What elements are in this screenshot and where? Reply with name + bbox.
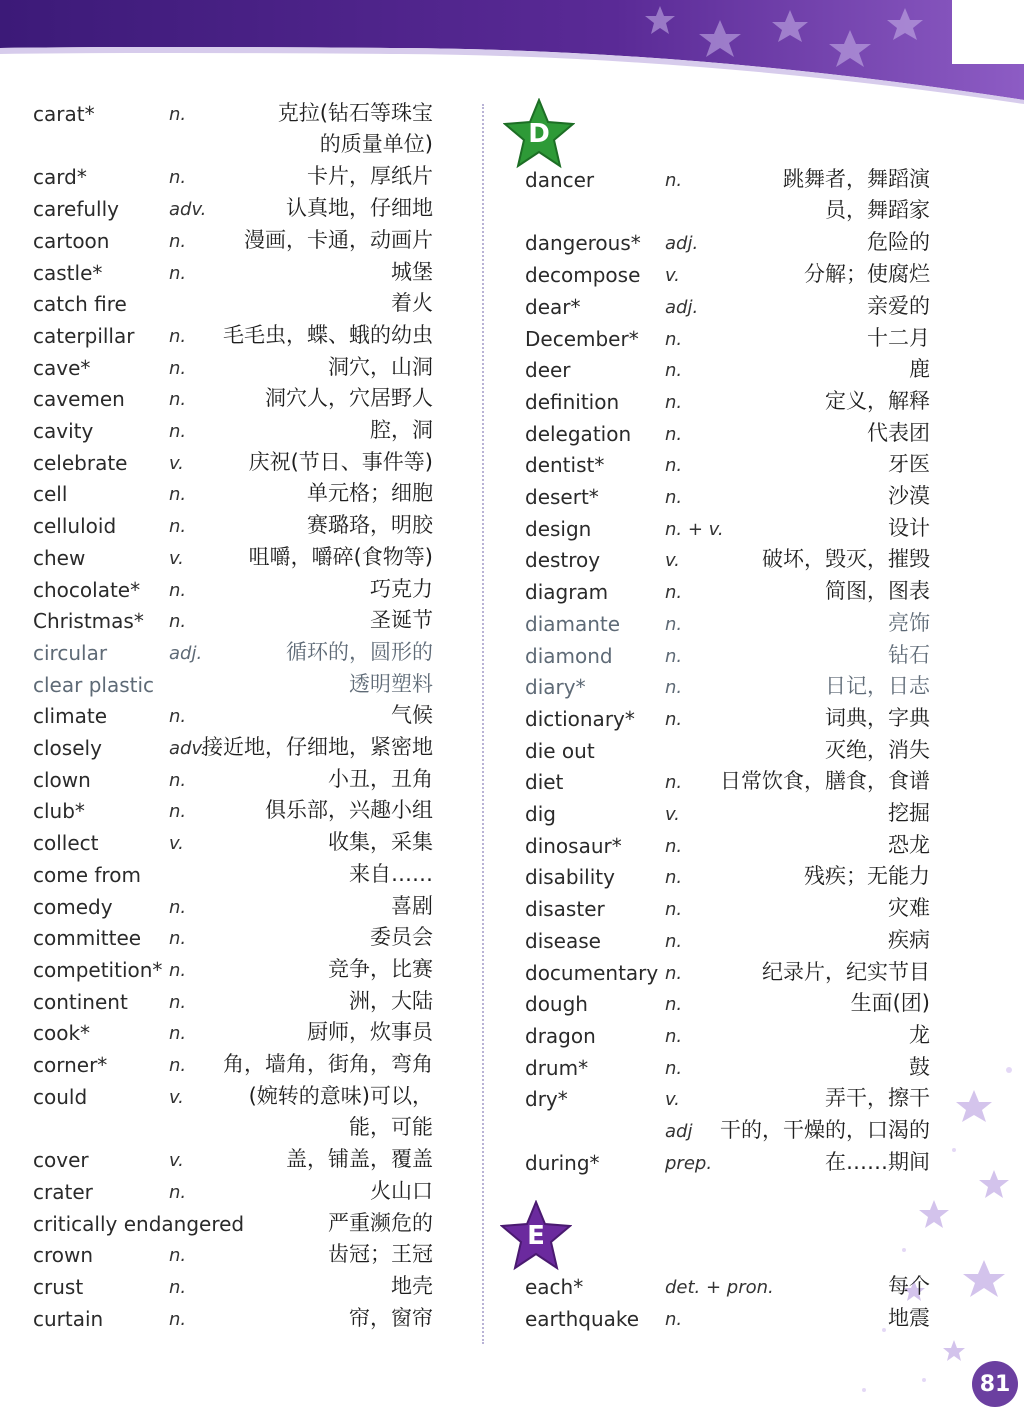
glossary-entry xyxy=(33,227,445,259)
entry-part-of-speech: n. xyxy=(169,579,187,601)
entry-definition: 接近地，仔细地，紧密地 xyxy=(202,735,433,759)
entry-part-of-speech: n. xyxy=(665,899,683,921)
entry-part-of-speech: v. xyxy=(169,452,184,474)
entry-part-of-speech: n. xyxy=(169,230,187,252)
entry-word: circular xyxy=(33,640,108,665)
glossary-entry xyxy=(33,385,445,417)
entry-definition: 十二月 xyxy=(867,325,930,350)
entry-word: catch fire xyxy=(33,292,127,317)
entry-definition: 来自…… xyxy=(349,861,433,886)
entry-definition: 代表团 xyxy=(867,420,930,445)
entry-word: diet xyxy=(525,770,564,795)
entry-word: could xyxy=(33,1084,88,1109)
entry-part-of-speech: v. xyxy=(665,804,680,825)
entry-definition: 疾病 xyxy=(888,927,930,952)
glossary-entry xyxy=(525,705,930,737)
entry-word: corner* xyxy=(33,1053,108,1077)
entry-word: climate xyxy=(33,704,107,729)
glossary-entry xyxy=(525,737,930,769)
entry-part-of-speech: n. xyxy=(169,421,187,442)
entry-definition: 着火 xyxy=(391,291,433,316)
entry-word: come from xyxy=(33,862,141,887)
entry-word: dough xyxy=(525,992,588,1017)
entry-part-of-speech: n. xyxy=(169,1245,187,1267)
entry-definition: 在……期间 xyxy=(825,1149,930,1174)
entry-definition: 齿冠；王冠 xyxy=(328,1242,433,1267)
entry-definition: 克拉(钻石等珠宝 xyxy=(277,101,433,125)
entry-word: December* xyxy=(525,326,639,351)
glossary-entry xyxy=(525,1054,930,1086)
entry-part-of-speech: n. xyxy=(665,582,683,604)
entry-word: cavemen xyxy=(33,387,125,412)
entry-definition: 循环的，圆形的 xyxy=(286,639,433,664)
glossary-entry xyxy=(33,829,445,861)
entry-definition: (婉转的意味)可以， xyxy=(248,1083,433,1108)
entry-definition: 洲，大陆 xyxy=(349,988,433,1013)
entry-word: dentist* xyxy=(525,453,605,478)
entry-word: critically endangered xyxy=(33,1211,245,1236)
entry-definition: 恐龙 xyxy=(888,832,930,857)
section-e-badge xyxy=(500,1200,572,1272)
glossary-entry xyxy=(525,959,930,991)
entry-part-of-speech: v. xyxy=(169,833,184,855)
entry-word: chocolate* xyxy=(33,577,141,602)
glossary-entry xyxy=(33,417,445,449)
entry-word: dinosaur* xyxy=(525,833,622,858)
entry-part-of-speech: adv. xyxy=(169,199,207,221)
entry-part-of-speech: n. xyxy=(169,1181,187,1203)
entry-part-of-speech: n. xyxy=(169,389,187,411)
entry-word: continent xyxy=(33,989,128,1014)
entry-definition-continued: 能，可能 xyxy=(349,1114,433,1139)
entry-definition: 角，墙角，街角，弯角 xyxy=(223,1052,433,1076)
glossary-entry xyxy=(33,1083,445,1146)
entry-word: diamond xyxy=(525,643,613,668)
entry-definition: 灭绝，消失 xyxy=(825,737,930,762)
entry-part-of-speech: n. xyxy=(169,801,187,823)
glossary-entry xyxy=(525,800,930,832)
glossary-entry xyxy=(525,1149,930,1181)
entry-definition: 鹿 xyxy=(909,357,930,382)
entry-word: clown xyxy=(33,767,91,792)
entry-definition: 分解；使腐烂 xyxy=(804,262,930,287)
entry-part-of-speech: n. xyxy=(169,484,187,506)
glossary-entry xyxy=(33,322,445,354)
glossary-entry xyxy=(33,607,445,639)
entry-part-of-speech: n. xyxy=(665,677,683,699)
glossary-entry xyxy=(33,988,445,1020)
entry-part-of-speech: n. xyxy=(665,170,683,191)
glossary-entry xyxy=(33,100,445,163)
entry-word: celluloid xyxy=(33,514,117,539)
entry-definition: 厨师，炊事员 xyxy=(307,1020,433,1045)
entry-definition: 破坏，毁灭，摧毁 xyxy=(762,547,930,572)
entry-part-of-speech: n. xyxy=(665,1308,683,1330)
glossary-entry xyxy=(33,544,445,576)
entry-word: diamante xyxy=(525,611,621,636)
glossary-entry xyxy=(33,163,445,195)
glossary-entry xyxy=(525,673,930,705)
entry-part-of-speech: n. xyxy=(169,325,187,347)
glossary-entry xyxy=(525,768,930,800)
entry-word: Christmas* xyxy=(33,609,144,634)
entry-part-of-speech: n. xyxy=(169,516,187,538)
entry-word: comedy xyxy=(33,894,113,919)
entry-definition: 地震 xyxy=(888,1305,930,1330)
entry-definition: 严重濒危的 xyxy=(328,1210,433,1235)
entry-definition: 跳舞者，舞蹈演 xyxy=(783,167,930,191)
entry-word: cell xyxy=(33,482,68,507)
glossary-entry xyxy=(33,639,445,671)
entry-definition: 干的，干燥的，口渴的 xyxy=(720,1118,930,1142)
entry-word: dry* xyxy=(525,1087,568,1112)
entry-definition: 庆祝(节日、事件等) xyxy=(248,449,433,474)
entry-word: dig xyxy=(525,802,556,826)
glossary-entry xyxy=(525,546,930,578)
entry-part-of-speech: v. xyxy=(665,265,680,287)
glossary-entry xyxy=(33,1051,445,1083)
entry-part-of-speech: n. xyxy=(169,262,187,284)
entry-word: drum* xyxy=(525,1055,589,1080)
entry-word: committee xyxy=(33,926,142,951)
entry-part-of-speech: n. xyxy=(665,1025,683,1047)
entry-definition: 喜剧 xyxy=(391,893,433,918)
glossary-entry xyxy=(33,354,445,386)
glossary-entry xyxy=(33,702,445,734)
entry-part-of-speech: n. xyxy=(169,611,187,633)
header-banner xyxy=(0,0,1024,110)
header-tab xyxy=(952,0,1024,64)
entry-definition: 洞穴，山洞 xyxy=(328,354,433,379)
entry-word: diagram xyxy=(525,580,609,605)
entry-definition: 纪录片，纪实节目 xyxy=(762,959,930,984)
entry-part-of-speech: n. xyxy=(665,455,683,477)
entry-part-of-speech: adj xyxy=(665,1121,693,1142)
glossary-entry xyxy=(33,1241,445,1273)
glossary-entry xyxy=(33,195,445,227)
entry-part-of-speech: n. xyxy=(665,391,683,413)
glossary-entry xyxy=(525,388,930,420)
glossary-entry xyxy=(525,515,930,547)
entry-part-of-speech: n. xyxy=(665,772,683,794)
glossary-entry xyxy=(33,734,445,766)
glossary-entry xyxy=(525,1305,930,1337)
entry-part-of-speech: adj. xyxy=(169,642,203,664)
entry-part-of-speech: n. xyxy=(665,930,683,952)
entry-part-of-speech: n. xyxy=(665,487,683,508)
entry-word: cartoon xyxy=(33,228,110,253)
glossary-entry xyxy=(33,1305,445,1337)
entry-word: destroy xyxy=(525,548,601,573)
entry-part-of-speech: n. xyxy=(665,328,683,350)
column-divider xyxy=(482,104,484,1344)
entry-definition: 透明塑料 xyxy=(349,671,433,696)
entry-definition: 腔，洞 xyxy=(370,418,433,442)
entry-part-of-speech: n. xyxy=(665,708,683,730)
entry-definition-continued: 的质量单位) xyxy=(319,132,433,156)
entry-part-of-speech: n. xyxy=(665,835,683,857)
entry-part-of-speech: v. xyxy=(169,547,184,569)
entry-part-of-speech: n. xyxy=(169,1276,187,1298)
entry-definition: 灾难 xyxy=(888,896,930,921)
entry-part-of-speech: n. xyxy=(169,959,187,981)
entry-part-of-speech: n. xyxy=(169,706,187,728)
entry-word: cave* xyxy=(33,355,91,380)
entry-word: dancer xyxy=(525,168,595,192)
entry-definition: 毛毛虫，蝶、蛾的幼虫 xyxy=(223,322,433,347)
entry-word: decompose xyxy=(525,263,641,288)
entry-word: die out xyxy=(525,738,595,763)
entry-definition: 生面(团) xyxy=(850,991,930,1016)
entry-definition: 亲爱的 xyxy=(867,293,930,318)
glossary-entry xyxy=(525,229,930,261)
glossary-entry xyxy=(525,832,930,864)
entry-word: desert* xyxy=(525,485,599,509)
entry-definition: 收集，采集 xyxy=(328,830,433,855)
entry-word: delegation xyxy=(525,421,632,446)
glossary-entry xyxy=(33,893,445,925)
glossary-entry xyxy=(525,1085,930,1117)
entry-part-of-speech: n. xyxy=(169,357,187,379)
entry-definition: 委员会 xyxy=(370,925,433,950)
entry-word: design xyxy=(525,516,592,541)
entry-word: during* xyxy=(525,1150,600,1175)
entry-definition: 牙医 xyxy=(888,452,930,477)
entry-definition: 龙 xyxy=(909,1022,930,1047)
entry-definition: 单元格；细胞 xyxy=(307,481,433,506)
entry-part-of-speech: n. xyxy=(665,962,683,984)
entry-word: disaster xyxy=(525,897,605,922)
entry-definition: 沙漠 xyxy=(888,484,930,508)
entry-word: caterpillar xyxy=(33,323,135,348)
entry-part-of-speech: v. xyxy=(169,1086,184,1108)
glossary-entry xyxy=(33,512,445,544)
entry-word: closely xyxy=(33,736,102,760)
entry-word: crown xyxy=(33,1243,94,1268)
entry-word: crater xyxy=(33,1179,93,1204)
entry-part-of-speech: n. xyxy=(169,928,187,950)
glossary-entry xyxy=(33,576,445,608)
entry-word: dragon xyxy=(525,1023,596,1048)
entry-definition: 简图，图表 xyxy=(825,579,930,604)
entry-definition: 咀嚼，嚼碎(食物等) xyxy=(248,544,433,569)
glossary-entry xyxy=(525,166,930,229)
entry-part-of-speech: n. xyxy=(665,867,683,889)
entry-word: definition xyxy=(525,389,620,414)
entry-definition: 挖掘 xyxy=(888,801,930,825)
entry-definition: 赛璐珞，明胶 xyxy=(307,513,433,538)
entry-part-of-speech: v. xyxy=(169,1150,184,1172)
entry-word: crust xyxy=(33,1274,84,1299)
glossary-entry xyxy=(33,766,445,798)
entry-part-of-speech: n. xyxy=(169,769,187,791)
entry-part-of-speech: n. xyxy=(169,896,187,918)
entry-definition: 小丑，丑角 xyxy=(328,766,433,791)
entry-word: club* xyxy=(33,799,85,824)
entry-part-of-speech: adj. xyxy=(665,296,699,318)
entry-word: cavity xyxy=(33,419,94,443)
entry-part-of-speech: adj. xyxy=(665,233,699,255)
entry-word: curtain xyxy=(33,1306,104,1331)
glossary-entry xyxy=(33,956,445,988)
glossary-entry xyxy=(525,990,930,1022)
entry-definition: 日常饮食，膳食，食谱 xyxy=(720,769,930,794)
entry-word: chew xyxy=(33,545,86,570)
entry-definition: 日记，日志 xyxy=(825,674,930,699)
entry-word: card* xyxy=(33,165,87,190)
entry-word: dear* xyxy=(525,294,581,319)
entry-part-of-speech: n. xyxy=(665,645,683,667)
entry-definition: 城堡 xyxy=(391,259,433,284)
entry-definition: 认真地，仔细地 xyxy=(286,196,433,221)
glossary-entry xyxy=(525,1273,930,1305)
entry-word: dictionary* xyxy=(525,706,635,731)
glossary-entry xyxy=(525,863,930,895)
glossary-entry xyxy=(33,924,445,956)
glossary-entry xyxy=(33,1273,445,1305)
glossary-entry xyxy=(33,290,445,322)
glossary-entry xyxy=(525,927,930,959)
entry-part-of-speech: n. xyxy=(665,613,683,635)
glossary-entry xyxy=(525,1117,930,1149)
entry-word: carefully xyxy=(33,197,120,222)
entry-part-of-speech: adv. xyxy=(169,738,207,759)
glossary-entry xyxy=(525,451,930,483)
entry-part-of-speech: n. xyxy=(169,1308,187,1330)
glossary-entry xyxy=(525,325,930,357)
entry-part-of-speech: v. xyxy=(665,1089,680,1111)
glossary-entry xyxy=(525,293,930,325)
entry-definition: 盖，铺盖，覆盖 xyxy=(286,1147,433,1172)
entry-word: disability xyxy=(525,865,615,890)
entry-definition: 竞争，比赛 xyxy=(328,956,433,981)
glossary-entry xyxy=(525,261,930,293)
entry-word: disease xyxy=(525,928,601,953)
glossary-entry xyxy=(33,861,445,893)
entry-part-of-speech: n. xyxy=(169,1023,187,1045)
entry-word: each* xyxy=(525,1275,584,1299)
entry-part-of-speech: n. xyxy=(169,991,187,1013)
glossary-entry xyxy=(33,671,445,703)
entry-definition: 亮饰 xyxy=(888,610,930,635)
entry-word: competition* xyxy=(33,957,163,982)
entry-word: clear plastic xyxy=(33,672,155,697)
entry-definition: 设计 xyxy=(888,515,930,540)
entry-definition: 残疾；无能力 xyxy=(804,864,930,889)
glossary-entry xyxy=(525,895,930,927)
entry-word: diary* xyxy=(525,675,586,700)
entry-part-of-speech: n. xyxy=(665,1057,683,1079)
section-d-badge xyxy=(503,98,575,170)
entry-word: cover xyxy=(33,1148,89,1173)
entry-part-of-speech: n. xyxy=(665,994,683,1016)
entry-part-of-speech: n. xyxy=(665,360,683,382)
entry-definition: 圣诞节 xyxy=(370,608,433,633)
entry-definition: 火山口 xyxy=(370,1178,433,1203)
entry-definition: 钻石 xyxy=(888,642,930,667)
glossary-entry xyxy=(33,449,445,481)
entry-word: carat* xyxy=(33,102,95,126)
entry-word: collect xyxy=(33,831,99,856)
glossary-entry xyxy=(525,483,930,515)
page-number: 81 xyxy=(972,1361,1018,1407)
entry-definition: 鼓 xyxy=(909,1054,930,1079)
entry-definition: 地壳 xyxy=(391,1273,433,1298)
glossary-entry xyxy=(525,642,930,674)
glossary-entry xyxy=(33,480,445,512)
entry-part-of-speech: n. + v. xyxy=(665,518,724,540)
entry-definition: 每个 xyxy=(888,1274,930,1298)
entry-definition: 危险的 xyxy=(867,230,930,255)
entry-part-of-speech: n. xyxy=(169,167,187,189)
glossary-entry xyxy=(33,1146,445,1178)
entry-word: earthquake xyxy=(525,1306,640,1331)
glossary-entry xyxy=(525,578,930,610)
entry-word: castle* xyxy=(33,260,103,285)
entry-definition: 俱乐部，兴趣小组 xyxy=(265,798,433,823)
entry-word: dangerous* xyxy=(525,231,641,256)
glossary-entry xyxy=(33,1178,445,1210)
entry-word: deer xyxy=(525,358,571,383)
entry-definition: 词典，字典 xyxy=(825,705,930,730)
glossary-entry xyxy=(525,356,930,388)
section-d-letter: D xyxy=(528,119,550,149)
entry-part-of-speech: n. xyxy=(169,1055,187,1076)
entry-word: cook* xyxy=(33,1021,91,1046)
glossary-entry xyxy=(525,1022,930,1054)
entry-definition: 卡片，厚纸片 xyxy=(307,164,433,189)
entry-definition: 洞穴人，穴居野人 xyxy=(265,386,433,411)
glossary-entry xyxy=(525,610,930,642)
entry-definition: 气候 xyxy=(391,703,433,728)
entry-part-of-speech: prep. xyxy=(665,1152,713,1174)
glossary-entry xyxy=(33,1019,445,1051)
entry-definition: 定义，解释 xyxy=(825,388,930,413)
entry-part-of-speech: n. xyxy=(665,423,683,445)
entry-definition: 弄干，擦干 xyxy=(825,1086,930,1111)
entry-definition: 巧克力 xyxy=(370,576,433,601)
glossary-entry xyxy=(525,420,930,452)
entry-definition: 漫画，卡通，动画片 xyxy=(244,227,433,252)
section-e-letter: E xyxy=(527,1221,545,1251)
entry-part-of-speech: n. xyxy=(169,104,187,125)
entry-part-of-speech: v. xyxy=(665,550,680,572)
entry-word: documentary xyxy=(525,960,659,985)
entry-definition-continued: 员，舞蹈家 xyxy=(825,198,930,222)
entry-part-of-speech: det. + pron. xyxy=(665,1277,774,1298)
glossary-entry xyxy=(33,259,445,291)
entry-word: celebrate xyxy=(33,450,128,475)
entry-definition: 帘，窗帘 xyxy=(349,1305,433,1330)
glossary-entry xyxy=(33,797,445,829)
glossary-entry xyxy=(33,1210,445,1242)
